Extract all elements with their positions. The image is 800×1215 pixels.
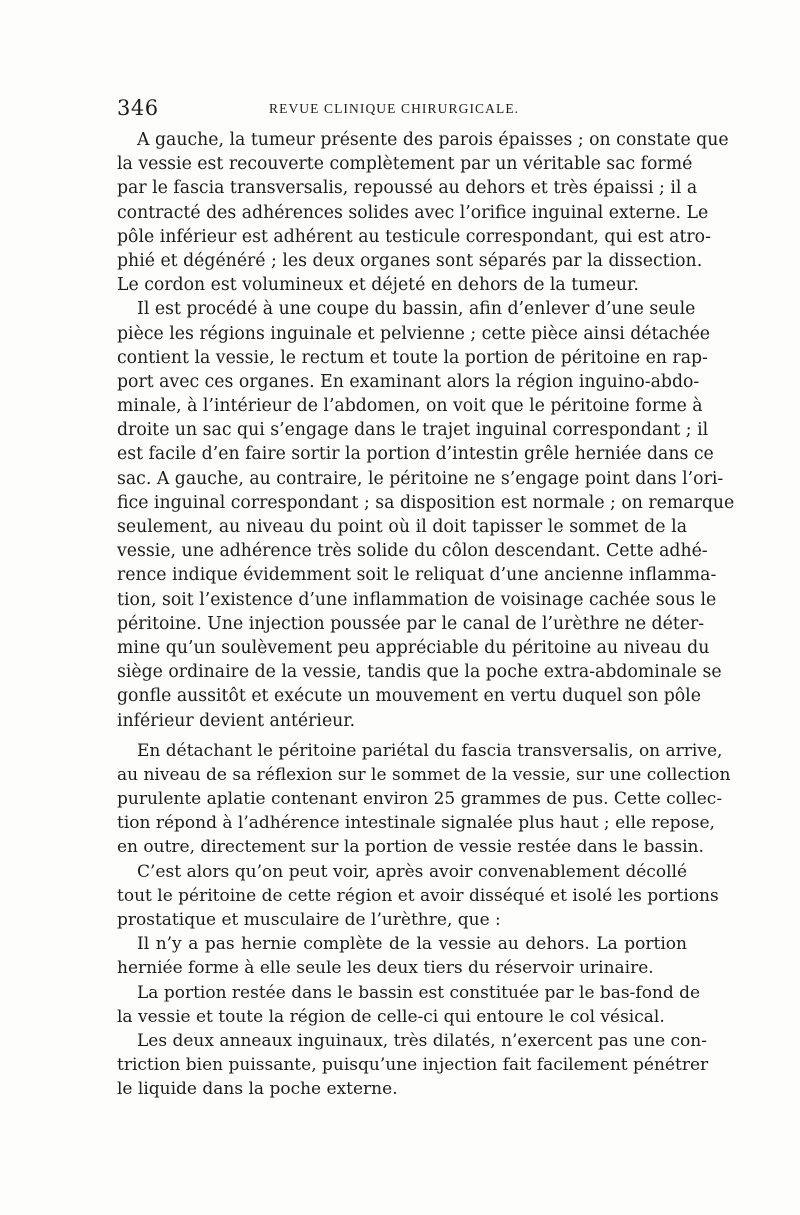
text-line: tout le péritoine de cette région et avoir disséqué et isolé les portions xyxy=(117,885,719,906)
text-line: siège ordinaire de la vessie, tandis que la poche extra-abdominale se xyxy=(117,662,722,683)
text-line: mine qu’un soulèvement peu appréciable du péritoine au niveau du xyxy=(117,637,710,658)
running-title: REVUE CLINIQUE CHIRURGICALE. xyxy=(269,101,520,116)
text-line: tion répond à l’adhérence intestinale signalée plus haut ; elle repose, xyxy=(117,813,715,834)
text-line: purulente aplatie contenant environ 25 grammes de pus. Cette collec- xyxy=(117,789,723,810)
text-line: contient la vessie, le rectum et toute la portion de péritoine en rap- xyxy=(117,347,708,368)
text-line: port avec ces organes. En examinant alors la région inguino-abdo- xyxy=(117,371,700,392)
text-line: C’est alors qu’on peut voir, après avoir convenablement décollé xyxy=(137,861,687,882)
text-line: La portion restée dans le bassin est constituée par le bas-fond de xyxy=(137,982,701,1003)
text-line: en outre, directement sur la portion de vessie restée dans le bassin. xyxy=(117,837,704,858)
text-line: la vessie et toute la région de celle-ci qui entoure le col vésical. xyxy=(117,1006,665,1027)
text-line: vessie, une adhérence très solide du côlon descendant. Cette adhé- xyxy=(117,541,708,562)
text-line: prostatique et musculaire de l’urèthre, que : xyxy=(117,910,501,930)
text-line: péritoine. Une injection poussée par le canal de l’urèthre ne déter- xyxy=(117,613,705,634)
text-line: herniée forme à elle seule les deux tiers du réservoir urinaire. xyxy=(117,958,654,979)
text-line: par le fascia transversalis, repoussé au dehors et très épaissi ; il a xyxy=(117,178,698,199)
text-line: minale, à l’intérieur de l’abdomen, on voit que le péritoine forme à xyxy=(117,396,703,417)
paragraph-5 xyxy=(117,932,687,980)
text-line: Les deux anneaux inguinaux, très dilatés, n’exercent pas une con- xyxy=(137,1030,707,1051)
text-line: A gauche, la tumeur présente des parois épaisses ; on constate que xyxy=(137,130,729,150)
paragraph-4 xyxy=(117,860,719,933)
paragraph-3 xyxy=(117,739,731,860)
paragraph-7 xyxy=(117,1029,709,1102)
body-text xyxy=(117,128,735,1102)
text-line: fice inguinal correspondant ; sa disposition est normale ; on remarque xyxy=(117,492,735,513)
text-line: contracté des adhérences solides avec l’orifice inguinal externe. Le xyxy=(117,202,709,223)
text-line: triction bien puissante, puisqu’une injection fait facilement pénétrer xyxy=(117,1055,709,1076)
text-line: phié et dégénéré ; les deux organes sont séparés par la dissection. xyxy=(117,250,703,271)
paragraph-1 xyxy=(117,128,729,297)
text-line: tion, soit l’existence d’une inflammation de voisinage cachée sous le xyxy=(117,589,717,610)
text-line: droite un sac qui s’engage dans le trajet inguinal correspondant ; il xyxy=(117,420,709,441)
text-line: gonfle aussitôt et exécute un mouvement en vertu duquel son pôle xyxy=(117,686,701,707)
text-line: au niveau de sa réflexion sur le sommet de la vessie, sur une collection xyxy=(117,764,731,785)
text-line: rence indique évidemment soit le reliquat d’une ancienne inflamma- xyxy=(117,565,717,586)
text-line: Il est procédé à une coupe du bassin, afin d’enlever d’une seule xyxy=(137,299,696,320)
text-line: En détachant le péritoine pariétal du fascia transversalis, on arrive, xyxy=(137,740,723,761)
text-line: sac. A gauche, au contraire, le péritoine ne s’engage point dans l’ori- xyxy=(117,468,724,489)
text-line: pôle inférieur est adhérent au testicule correspondant, qui est atro- xyxy=(117,226,711,247)
text-line: Il n’y a pas hernie complète de la vessie au dehors. La portion xyxy=(137,934,687,955)
paragraph-6 xyxy=(117,981,701,1029)
paragraph-2 xyxy=(117,297,735,732)
page-number: 346 xyxy=(117,96,159,120)
text-line: est facile d’en faire sortir la portion d’intestin grêle herniée dans ce xyxy=(117,444,714,465)
text-line: seulement, au niveau du point où il doit tapisser le sommet de la xyxy=(117,517,687,537)
page-header xyxy=(117,96,687,126)
text-line: inférieur devient antérieur. xyxy=(117,710,356,731)
text-line: Le cordon est volumineux et déjeté en dehors de la tumeur. xyxy=(117,275,639,296)
text-line: le liquide dans la poche externe. xyxy=(117,1079,398,1100)
text-line: pièce les régions inguinale et pelvienne ; cette pièce ainsi détachée xyxy=(117,323,711,344)
text-line: la vessie est recouverte complètement par un véritable sac formé xyxy=(117,154,693,175)
